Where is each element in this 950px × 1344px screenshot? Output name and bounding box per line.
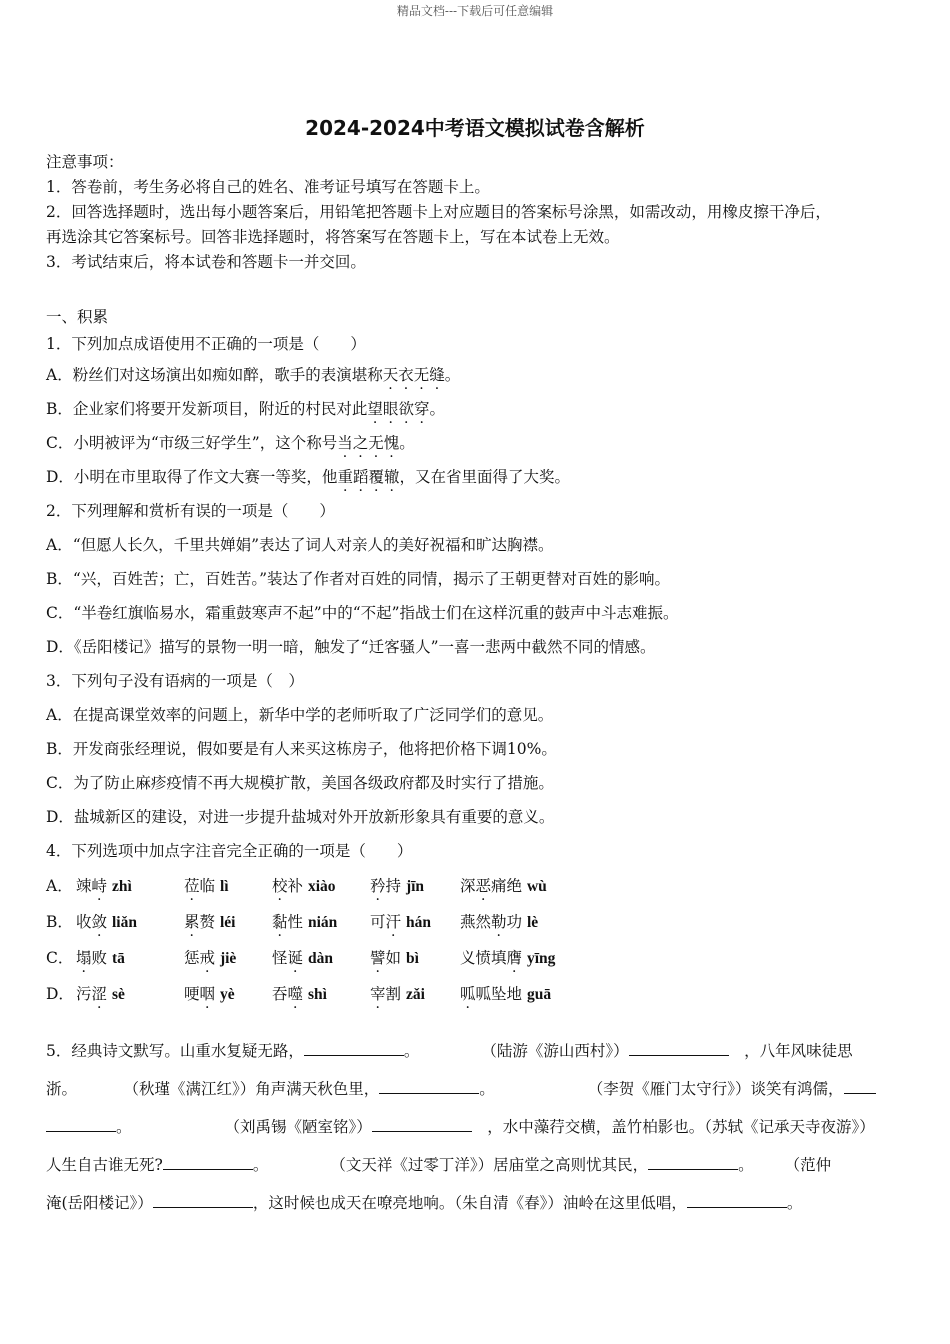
answer-blank[interactable] xyxy=(153,1191,253,1208)
pinyin-item: 莅临 lì xyxy=(184,877,229,895)
notice-item: 2．回答选择题时，选出每小题答案后，用铅笔把答题卡上对应题目的答案标号涂黑，如需改动，用橡皮擦干净后， xyxy=(46,203,831,221)
pinyin-item: 累赘 léi xyxy=(184,913,236,931)
option-b: B．企业家们将要开发新项目，附近的村民对此望眼欲穿。 xyxy=(46,400,445,418)
answer-blank[interactable] xyxy=(687,1191,787,1208)
pinyin-item: 矜持 jīn xyxy=(370,877,425,895)
answer-blank[interactable] xyxy=(379,1077,479,1094)
notice-heading: 注意事项： xyxy=(46,153,124,171)
option-d: D．《岳阳楼记》描写的景物一明一暗，触发了“迁客骚人”一喜一悲两中截然不同的情感。 xyxy=(46,638,656,656)
answer-blank[interactable] xyxy=(648,1153,738,1170)
pinyin-item: 燕然勒功 lè xyxy=(460,913,539,931)
notice-item: 1．答卷前，考生务必将自己的姓名、准考证号填写在答题卡上。 xyxy=(46,178,490,196)
option-row xyxy=(46,976,906,1012)
pinyin-item: 义愤填膺 yīng xyxy=(460,949,556,967)
option-c: C．为了防止麻疹疫情不再大规模扩散，美国各级政府都及时实行了措施。 xyxy=(46,774,554,792)
section-heading: 一、积累 xyxy=(46,308,109,326)
option-row xyxy=(46,904,906,940)
option-b: B．“兴，百姓苦；亡，百姓苦。”装达了作者对百姓的同情，揭示了王朝更替对百姓的影响。 xyxy=(46,570,670,588)
option-c: C．小明被评为“市级三好学生”，这个称号当之无愧。 xyxy=(46,434,415,452)
option-label: A． xyxy=(46,877,73,895)
pinyin-item: 黏性 nián xyxy=(272,913,338,931)
question-4 xyxy=(46,834,906,1012)
question-3 xyxy=(46,664,906,834)
option-row xyxy=(46,940,906,976)
pinyin-item: 呱呱坠地 guā xyxy=(460,985,552,1003)
notice-item: 再选涂其它答案标号。回答非选择题时，将答案写在答题卡上，写在本试卷上无效。 xyxy=(46,228,620,246)
notice-item: 3．考试结束后，将本试卷和答题卡一并交回。 xyxy=(46,253,366,271)
question-stem: 1．下列加点成语使用不正确的一项是（ ） xyxy=(46,335,366,353)
poem-line: 浙。 （秋瑾《满江红》）角声满天秋色里， 。 （李贺《雁门太守行》）谈笑有鸿儒， xyxy=(46,1070,906,1108)
pinyin-item: 宰割 zǎi xyxy=(370,985,425,1003)
pinyin-item: 怪诞 dàn xyxy=(272,949,333,967)
pinyin-item: 惩戒 jiè xyxy=(184,949,237,967)
pinyin-item: 哽咽 yè xyxy=(184,985,235,1003)
option-row xyxy=(46,868,906,904)
poem-line: 5．经典诗文默写。山重水复疑无路， 。 （陆游《游山西村》） ，八年风味徒思 xyxy=(46,1032,906,1070)
answer-blank[interactable] xyxy=(629,1039,729,1056)
pinyin-item: 收敛 liǎn xyxy=(76,913,137,931)
pinyin-item: 可汗 hán xyxy=(370,913,431,931)
pinyin-item: 譬如 bì xyxy=(370,949,419,967)
option-c: C．“半卷红旗临易水，霜重鼓寒声不起”中的“不起”指战士们在这样沉重的鼓声中斗志难振。 xyxy=(46,604,679,622)
poem-line: 。 （刘禹锡《陋室铭》） ，水中藻荇交横，盖竹柏影也。（苏轼《记承天寺夜游》） xyxy=(46,1108,906,1146)
pinyin-item: 污涩 sè xyxy=(76,985,125,1003)
answer-blank[interactable] xyxy=(163,1153,253,1170)
pinyin-item: 校补 xiào xyxy=(272,877,336,895)
question-stem: 3．下列句子没有语病的一项是（ ） xyxy=(46,672,304,690)
poem-line: 人生自古谁无死? 。 （文天祥《过零丁洋》）居庙堂之高则忧其民， 。 （范仲 xyxy=(46,1146,906,1184)
option-b: B．开发商张经理说，假如要是有人来买这栋房子，他将把价格下调10%。 xyxy=(46,740,557,758)
pinyin-options xyxy=(46,868,906,1012)
option-label: D． xyxy=(46,985,74,1003)
question-5 xyxy=(46,1032,906,1222)
pinyin-item: 竦峙 zhì xyxy=(76,877,132,895)
pinyin-item: 深恶痛绝 wù xyxy=(460,877,547,895)
question-stem: 4．下列选项中加点字注音完全正确的一项是（ ） xyxy=(46,842,413,860)
question-2 xyxy=(46,494,906,664)
option-label: B． xyxy=(46,913,73,931)
option-a: A．粉丝们对这场演出如痴如醉，歌手的表演堪称天衣无缝。 xyxy=(46,366,461,384)
document-body xyxy=(46,150,906,1222)
question-1 xyxy=(46,305,906,494)
pinyin-item: 塌败 tā xyxy=(76,949,125,967)
option-a: A．“但愿人长久，千里共婵娟”表达了词人对亲人的美好祝福和旷达胸襟。 xyxy=(46,536,554,554)
answer-blank[interactable] xyxy=(46,1115,116,1132)
option-d: D．小明在市里取得了作文大赛一等奖，他重蹈覆辙，又在省里面得了大奖。 xyxy=(46,468,571,486)
question-stem: 2．下列理解和赏析有误的一项是（ ） xyxy=(46,502,335,520)
answer-blank[interactable] xyxy=(304,1039,404,1056)
page-watermark: 精品文档---下载后可任意编辑 xyxy=(396,4,554,18)
poem-line: 淹(岳阳楼记》） ，这时候也成天在嘹亮地响。（朱自清《春》）油岭在这里低唱， 。 xyxy=(46,1184,906,1222)
answer-blank[interactable] xyxy=(372,1115,472,1132)
option-d: D．盐城新区的建设，对进一步提升盐城对外开放新形象具有重要的意义。 xyxy=(46,808,555,826)
option-label: C． xyxy=(46,949,74,967)
pinyin-item: 吞噬 shì xyxy=(272,985,327,1003)
page-title: 2024-2024中考语文模拟试卷含解析 xyxy=(305,116,645,140)
answer-blank[interactable] xyxy=(844,1077,876,1094)
notice-block xyxy=(46,150,906,275)
option-a: A．在提高课堂效率的问题上，新华中学的老师听取了广泛同学们的意见。 xyxy=(46,706,554,724)
